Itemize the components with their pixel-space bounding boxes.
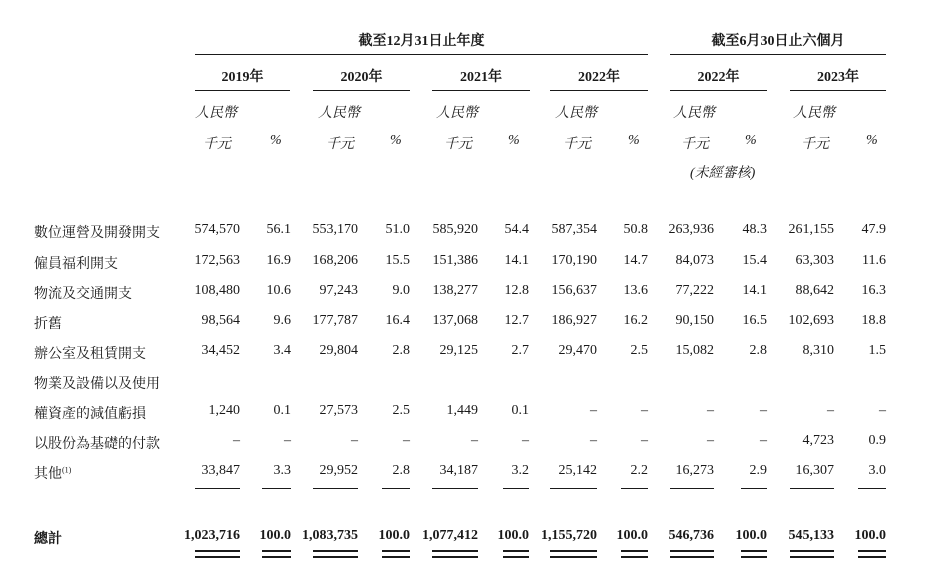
- subtotal-rule: [621, 488, 648, 489]
- amount-cell: 84,073: [675, 253, 714, 268]
- subtotal-rule: [741, 488, 767, 489]
- percent-cell: 13.6: [623, 283, 648, 298]
- percent-cell: 2.8: [392, 343, 410, 358]
- amount-cell: 29,470: [558, 343, 597, 358]
- amount-cell: 27,573: [319, 403, 358, 418]
- percent-cell: 16.4: [385, 313, 410, 328]
- percent-cell: 16.3: [861, 283, 886, 298]
- amount-cell: 33,847: [201, 463, 240, 478]
- amount-cell: 137,068: [432, 313, 478, 328]
- year-header: 2021年: [460, 70, 502, 85]
- amount-cell: 170,190: [551, 253, 597, 268]
- year-header-rule: [670, 90, 767, 91]
- amount-cell: 15,082: [675, 343, 714, 358]
- total-double-rule-bottom: [503, 556, 529, 558]
- amount-cell: 16,273: [675, 463, 714, 478]
- amount-cell: 88,642: [795, 283, 834, 298]
- unit-currency: 人民幣: [673, 106, 715, 121]
- year-header-rule: [313, 90, 410, 91]
- percent-cell: 50.8: [623, 222, 648, 237]
- total-double-rule-top: [195, 550, 240, 552]
- percent-cell: –: [522, 433, 529, 448]
- total-double-rule-top: [503, 550, 529, 552]
- amount-cell: 34,452: [201, 343, 240, 358]
- total-double-rule-bottom: [621, 556, 648, 558]
- total-double-rule-bottom: [262, 556, 291, 558]
- unit-percent: %: [390, 133, 402, 148]
- unit-thousand: 千元: [681, 137, 709, 152]
- amount-cell: 63,303: [795, 253, 834, 268]
- amount-cell: 138,277: [432, 283, 478, 298]
- total-amount-cell: 1,083,735: [302, 528, 358, 543]
- unit-percent: %: [270, 133, 282, 148]
- percent-cell: –: [760, 433, 767, 448]
- subtotal-rule: [503, 488, 529, 489]
- amount-cell: 553,170: [312, 222, 358, 237]
- amount-cell: 77,222: [675, 283, 714, 298]
- total-amount-cell: 1,023,716: [184, 528, 240, 543]
- unaudited-note: (未經審核): [690, 166, 756, 181]
- total-double-rule-bottom: [432, 556, 478, 558]
- row-label: 物業及設備以及使用: [34, 377, 160, 392]
- subtotal-rule: [670, 488, 714, 489]
- unit-percent: %: [508, 133, 520, 148]
- unit-thousand: 千元: [563, 137, 591, 152]
- percent-cell: 2.7: [511, 343, 529, 358]
- percent-cell: 47.9: [861, 222, 886, 237]
- percent-cell: 51.0: [385, 222, 410, 237]
- percent-cell: 10.6: [266, 283, 291, 298]
- percent-cell: 2.2: [630, 463, 648, 478]
- amount-cell: 177,787: [312, 313, 358, 328]
- total-double-rule-top: [550, 550, 597, 552]
- year-header-rule: [195, 90, 290, 91]
- unit-thousand: 千元: [326, 137, 354, 152]
- percent-cell: –: [641, 403, 648, 418]
- percent-cell: 2.9: [749, 463, 767, 478]
- row-label: 物流及交通開支: [34, 287, 132, 302]
- percent-cell: 16.2: [623, 313, 648, 328]
- amount-cell: –: [351, 433, 358, 448]
- unit-thousand: 千元: [444, 137, 472, 152]
- row-label: 數位運營及開發開支: [34, 226, 160, 241]
- percent-cell: 11.6: [862, 253, 886, 268]
- amount-cell: 29,952: [319, 463, 358, 478]
- amount-cell: 263,936: [668, 222, 714, 237]
- amount-cell: –: [590, 403, 597, 418]
- total-percent-cell: 100.0: [378, 528, 410, 543]
- year-header: 2022年: [697, 70, 740, 85]
- percent-cell: –: [403, 433, 410, 448]
- total-percent-cell: 100.0: [259, 528, 291, 543]
- unit-thousand: 千元: [801, 137, 829, 152]
- amount-cell: –: [590, 433, 597, 448]
- percent-cell: 9.6: [273, 313, 291, 328]
- amount-cell: 4,723: [802, 433, 834, 448]
- percent-cell: 12.7: [504, 313, 529, 328]
- amount-cell: –: [827, 403, 834, 418]
- subtotal-rule: [313, 488, 358, 489]
- amount-cell: 90,150: [675, 313, 714, 328]
- subtotal-rule: [432, 488, 478, 489]
- amount-cell: 29,125: [439, 343, 478, 358]
- percent-cell: 16.9: [266, 253, 291, 268]
- amount-cell: 29,804: [319, 343, 358, 358]
- unit-currency: 人民幣: [793, 106, 835, 121]
- subtotal-rule: [195, 488, 240, 489]
- total-amount-cell: 545,133: [788, 528, 834, 543]
- percent-cell: 3.3: [273, 463, 291, 478]
- amount-cell: 16,307: [795, 463, 834, 478]
- total-double-rule-top: [790, 550, 834, 552]
- unit-percent: %: [866, 133, 878, 148]
- row-label: 權資產的減值虧損: [34, 407, 146, 422]
- percent-cell: 3.4: [273, 343, 291, 358]
- percent-cell: 12.8: [504, 283, 529, 298]
- total-double-rule-bottom: [195, 556, 240, 558]
- percent-cell: 2.5: [392, 403, 410, 418]
- total-double-rule-bottom: [741, 556, 767, 558]
- total-double-rule-bottom: [670, 556, 714, 558]
- row-label: 折舊: [34, 317, 62, 332]
- total-percent-cell: 100.0: [616, 528, 648, 543]
- percent-cell: –: [760, 403, 767, 418]
- total-amount-cell: 1,155,720: [541, 528, 597, 543]
- total-percent-cell: 100.0: [497, 528, 529, 543]
- unit-percent: %: [745, 133, 757, 148]
- total-percent-cell: 100.0: [854, 528, 886, 543]
- year-header-rule: [432, 90, 530, 91]
- amount-cell: 585,920: [432, 222, 478, 237]
- amount-cell: 168,206: [312, 253, 358, 268]
- percent-cell: 16.5: [742, 313, 767, 328]
- unit-percent: %: [628, 133, 640, 148]
- amount-cell: 186,927: [551, 313, 597, 328]
- amount-cell: 25,142: [558, 463, 597, 478]
- amount-cell: –: [707, 433, 714, 448]
- row-label: 其他$^{(1)}$: [34, 465, 72, 482]
- year-header: 2023年: [817, 70, 859, 85]
- percent-cell: 9.0: [392, 283, 410, 298]
- percent-cell: 0.9: [868, 433, 886, 448]
- total-double-rule-top: [313, 550, 358, 552]
- percent-cell: 2.5: [630, 343, 648, 358]
- total-amount-cell: 1,077,412: [422, 528, 478, 543]
- amount-cell: 261,155: [788, 222, 834, 237]
- percent-cell: 56.1: [266, 222, 291, 237]
- amount-cell: 574,570: [194, 222, 240, 237]
- amount-cell: 98,564: [201, 313, 240, 328]
- percent-cell: 15.4: [742, 253, 767, 268]
- total-double-rule-top: [432, 550, 478, 552]
- amount-cell: 156,637: [551, 283, 597, 298]
- amount-cell: 151,386: [432, 253, 478, 268]
- total-double-rule-bottom: [550, 556, 597, 558]
- total-double-rule-bottom: [382, 556, 410, 558]
- total-percent-cell: 100.0: [735, 528, 767, 543]
- year-header: 2022年: [578, 70, 620, 85]
- footnote-marker: (1): [62, 465, 72, 475]
- row-label: 僱員福利開支: [34, 257, 118, 272]
- percent-cell: 14.1: [742, 283, 767, 298]
- percent-cell: –: [879, 403, 886, 418]
- subtotal-rule: [550, 488, 597, 489]
- total-double-rule-top: [741, 550, 767, 552]
- subtotal-rule: [382, 488, 410, 489]
- total-double-rule-bottom: [790, 556, 834, 558]
- header-group-half: 截至6月30日止六個月: [711, 34, 845, 49]
- unit-currency: 人民幣: [195, 106, 237, 121]
- subtotal-rule: [790, 488, 834, 489]
- header-group-half-rule: [670, 54, 886, 55]
- percent-cell: –: [641, 433, 648, 448]
- percent-cell: 3.0: [868, 463, 886, 478]
- subtotal-rule: [858, 488, 886, 489]
- percent-cell: –: [284, 433, 291, 448]
- total-double-rule-top: [858, 550, 886, 552]
- amount-cell: –: [471, 433, 478, 448]
- percent-cell: 54.4: [504, 222, 529, 237]
- amount-cell: 1,449: [446, 403, 478, 418]
- total-double-rule-bottom: [858, 556, 886, 558]
- percent-cell: 14.1: [504, 253, 529, 268]
- row-label: 辦公室及租賃開支: [34, 347, 146, 362]
- percent-cell: 2.8: [392, 463, 410, 478]
- year-header-rule: [550, 90, 648, 91]
- total-double-rule-top: [670, 550, 714, 552]
- year-header: 2020年: [340, 70, 383, 85]
- total-double-rule-top: [262, 550, 291, 552]
- unit-currency: 人民幣: [436, 106, 478, 121]
- amount-cell: 97,243: [319, 283, 358, 298]
- total-double-rule-top: [382, 550, 410, 552]
- amount-cell: 108,480: [194, 283, 240, 298]
- percent-cell: 1.5: [868, 343, 886, 358]
- amount-cell: –: [707, 403, 714, 418]
- unit-currency: 人民幣: [318, 106, 360, 121]
- percent-cell: 0.1: [511, 403, 529, 418]
- percent-cell: 14.7: [623, 253, 648, 268]
- total-double-rule-bottom: [313, 556, 358, 558]
- amount-cell: 102,693: [788, 313, 834, 328]
- subtotal-rule: [262, 488, 291, 489]
- percent-cell: 48.3: [742, 222, 767, 237]
- percent-cell: 18.8: [861, 313, 886, 328]
- total-label: 總計: [34, 532, 62, 547]
- percent-cell: 15.5: [385, 253, 410, 268]
- amount-cell: 587,354: [551, 222, 597, 237]
- unit-thousand: 千元: [203, 137, 231, 152]
- row-label: 以股份為基礎的付款: [34, 437, 160, 452]
- year-header-rule: [790, 90, 886, 91]
- amount-cell: 8,310: [802, 343, 834, 358]
- amount-cell: –: [233, 433, 240, 448]
- total-amount-cell: 546,736: [668, 528, 714, 543]
- amount-cell: 34,187: [439, 463, 478, 478]
- year-header: 2019年: [221, 70, 264, 85]
- amount-cell: 172,563: [194, 253, 240, 268]
- header-group-year: 截至12月31日止年度: [358, 34, 485, 49]
- total-double-rule-top: [621, 550, 648, 552]
- unit-currency: 人民幣: [555, 106, 597, 121]
- amount-cell: 1,240: [208, 403, 240, 418]
- percent-cell: 3.2: [511, 463, 529, 478]
- percent-cell: 2.8: [749, 343, 767, 358]
- percent-cell: 0.1: [273, 403, 291, 418]
- header-group-year-rule: [195, 54, 648, 55]
